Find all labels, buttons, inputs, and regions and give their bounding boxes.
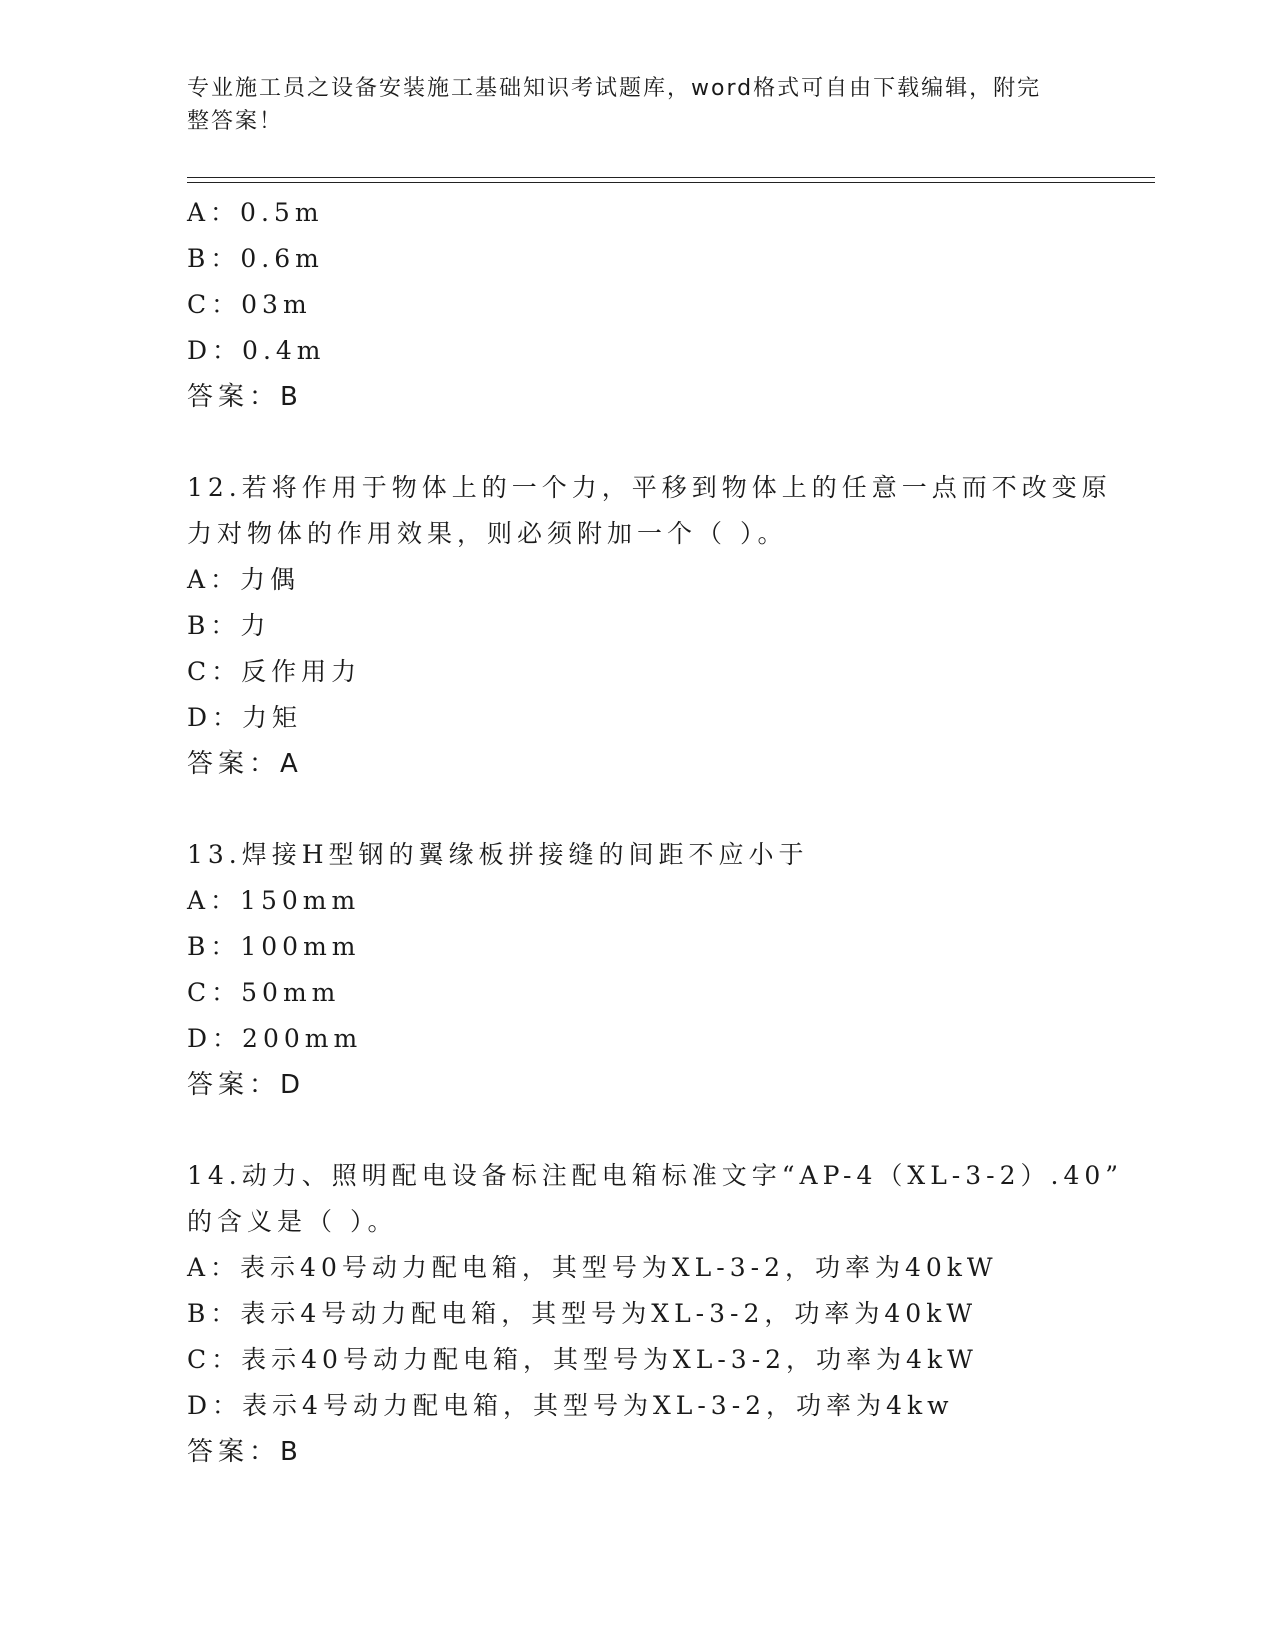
option-b: B：表示4号动力配电箱，其型号为XL-3-2，功率为40kW [187, 1299, 978, 1328]
header-divider-top [187, 177, 1155, 178]
question-stem-line-1: 13.焊接H型钢的翼缘板拼接缝的间距不应小于 [187, 840, 809, 869]
option-a: A：表示40号动力配电箱，其型号为XL-3-2，功率为40kW [187, 1253, 998, 1282]
spacer [187, 1108, 1087, 1153]
header-divider-bottom [187, 182, 1155, 183]
header-line-2: 整答案！ [187, 109, 284, 134]
question-stem-line-1: 12.若将作用于物体上的一个力，平移到物体上的任意一点而不改变原 [187, 473, 1112, 502]
question-12 [187, 465, 1112, 787]
document-header [187, 72, 1067, 138]
option-d: D：0.4m [187, 336, 326, 365]
option-c: C：表示40号动力配电箱，其型号为XL-3-2，功率为4kW [187, 1345, 978, 1374]
question-stem-line-2: 力对物体的作用效果，则必须附加一个（ ）。 [187, 519, 788, 548]
answer: 答案：D [187, 1070, 306, 1100]
question-11 [187, 190, 1087, 420]
question-stem-line-2: 的含义是（ ）。 [187, 1207, 398, 1236]
option-b: B：0.6m [187, 244, 324, 273]
spacer [187, 787, 1087, 832]
option-d: D：表示4号动力配电箱，其型号为XL-3-2，功率为4kw [187, 1391, 954, 1420]
document-body [187, 190, 1124, 1475]
option-a: A：力偶 [187, 565, 301, 594]
spacer [187, 420, 1087, 465]
option-a: A：0.5m [187, 198, 324, 227]
question-13 [187, 832, 1087, 1108]
answer: 答案：A [187, 749, 303, 779]
option-d: D：力矩 [187, 703, 303, 732]
question-14 [187, 1153, 1124, 1475]
option-b: B：100mm [187, 932, 361, 961]
option-d: D：200mm [187, 1024, 363, 1053]
option-c: C：反作用力 [187, 657, 362, 686]
option-a: A：150mm [187, 886, 361, 915]
question-stem-line-1: 14.动力、照明配电设备标注配电箱标准文字“AP-4（XL-3-2）.40” [187, 1161, 1124, 1190]
header-line-1: 专业施工员之设备安装施工基础知识考试题库，word格式可自由下载编辑，附完 [187, 76, 1042, 101]
answer: 答案：B [187, 1437, 303, 1467]
option-c: C：03m [187, 290, 312, 319]
option-b: B：力 [187, 611, 271, 640]
answer: 答案：B [187, 382, 303, 412]
option-c: C：50mm [187, 978, 341, 1007]
